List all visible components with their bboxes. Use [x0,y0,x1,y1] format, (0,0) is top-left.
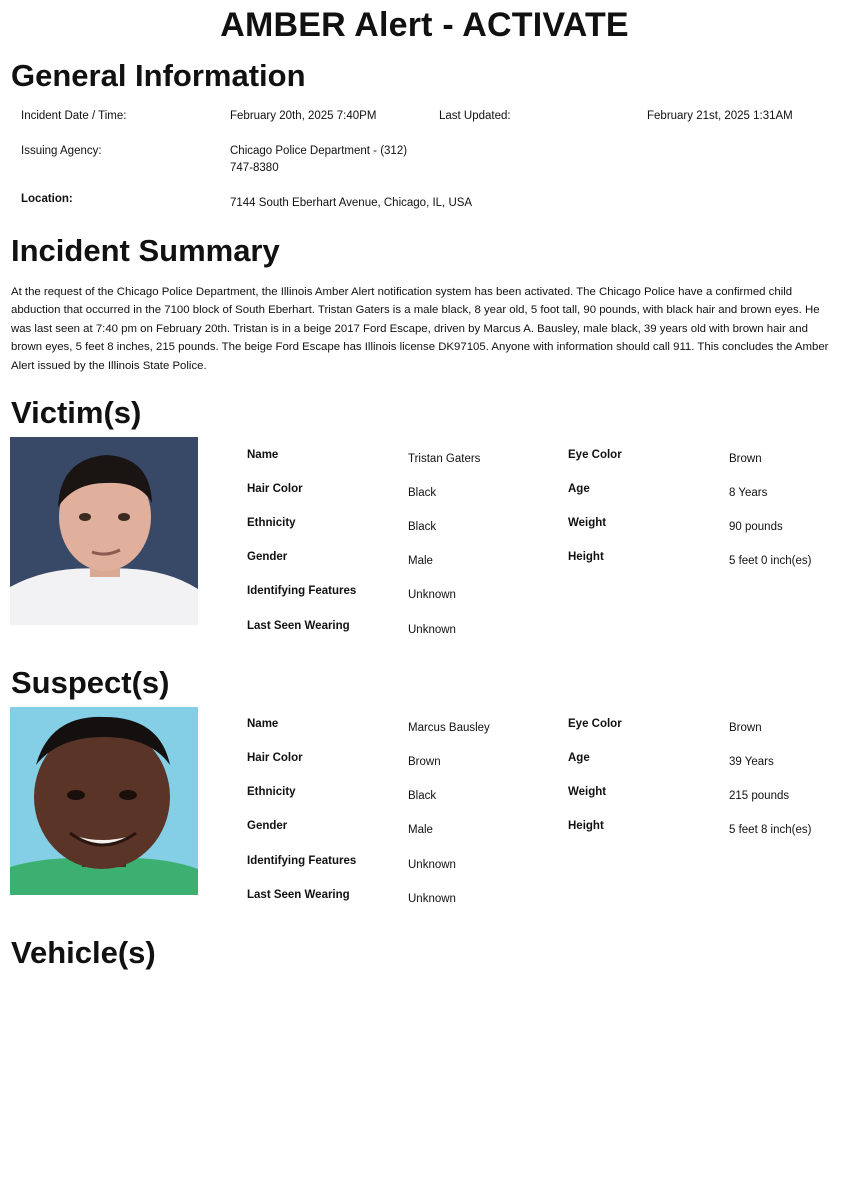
suspect-eye-color-value: Brown [729,722,762,734]
general-information-heading: General Information [11,58,306,93]
victim-name-label: Name [247,449,279,461]
issuing-agency-label: Issuing Agency: [21,145,102,157]
victim-identifying-features-label: Identifying Features [247,585,357,597]
victim-last-seen-wearing-value: Unknown [408,624,456,636]
suspect-photo [10,707,198,895]
suspect-height-label: Height [568,820,604,832]
victim-identifying-features-value: Unknown [408,589,456,601]
suspect-last-seen-wearing-label: Last Seen Wearing [247,889,350,901]
incident-datetime-label: Incident Date / Time: [21,110,127,122]
issuing-agency-value [230,143,407,177]
suspect-heading: Suspect(s) [11,665,170,700]
location-label: Location: [21,193,73,205]
suspect-hair-color-value: Brown [408,756,441,768]
last-updated-label: Last Updated: [439,110,511,122]
suspect-name-value: Marcus Bausley [408,722,490,734]
victim-eye-color-value: Brown [729,453,762,465]
victim-ethnicity-value: Black [408,521,437,533]
last-updated-value: February 21st, 2025 1:31AM [647,110,793,122]
suspect-last-seen-wearing-value: Unknown [408,893,456,905]
victim-eye-color-label: Eye Color [568,449,622,461]
victim-age-label: Age [568,483,590,495]
victim-last-seen-wearing-label: Last Seen Wearing [247,620,350,632]
victim-hair-color-label: Hair Color [247,483,303,495]
victim-age-value: 8 Years [729,487,768,499]
issuing-agency-line-1: Chicago Police Department - (312) [230,145,408,157]
victim-gender-value: Male [408,555,433,567]
suspect-ethnicity-value: Black [408,790,437,802]
incident-datetime-value: February 20th, 2025 7:40PM [230,110,377,122]
suspect-hair-color-label: Hair Color [247,752,303,764]
incident-summary-heading: Incident Summary [11,233,280,268]
incident-summary-text: At the request of the Chicago Police Department, the Illinois Amber Alert notification system has been activated. The Chicago Police have a confirmed child abduction that occurred in the 7100 block of South Eberhart. Tristan Gaters is a male black, 8 year old, 5 foot tall, 90 pounds, with black hair and brown eyes. He was last seen at 7:40 pm on February 20th. Tristan is in a beige 2017 Ford Escape, driven by Marcus A. Bausley, male black, 39 years old with brown hair and brown eyes, 5 feet 8 inches, 215 pounds. The beige Ford Escape has Illinois license DK97105. Anyone with information should call 911. This concludes the Amber Alert issued by the Illinois State Police. [11,286,829,372]
victim-gender-label: Gender [247,551,288,563]
suspect-age-label: Age [568,752,590,764]
suspect-gender-label: Gender [247,820,288,832]
victim-name-value: Tristan Gaters [408,453,481,465]
suspect-weight-value: 215 pounds [729,790,790,802]
suspect-weight-label: Weight [568,786,607,798]
suspect-height-value: 5 feet 8 inch(es) [729,824,812,836]
victim-photo [10,437,198,625]
suspect-identifying-features-label: Identifying Features [247,855,357,867]
victim-ethnicity-label: Ethnicity [247,517,296,529]
victim-hair-color-value: Black [408,487,437,499]
victim-height-label: Height [568,551,604,563]
vehicle-heading: Vehicle(s) [11,935,156,970]
suspect-eye-color-label: Eye Color [568,718,622,730]
suspect-identifying-features-value: Unknown [408,859,456,871]
suspect-age-value: 39 Years [729,756,774,768]
victim-heading: Victim(s) [11,395,142,430]
alert-title: AMBER Alert - ACTIVATE [220,6,629,44]
suspect-name-label: Name [247,718,279,730]
suspect-gender-value: Male [408,824,433,836]
victim-weight-label: Weight [568,517,607,529]
victim-height-value: 5 feet 0 inch(es) [729,555,812,567]
issuing-agency-line-2: 747-8380 [230,162,279,174]
location-value: 7144 South Eberhart Avenue, Chicago, IL, USA [230,197,473,209]
suspect-ethnicity-label: Ethnicity [247,786,296,798]
victim-weight-value: 90 pounds [729,521,783,533]
